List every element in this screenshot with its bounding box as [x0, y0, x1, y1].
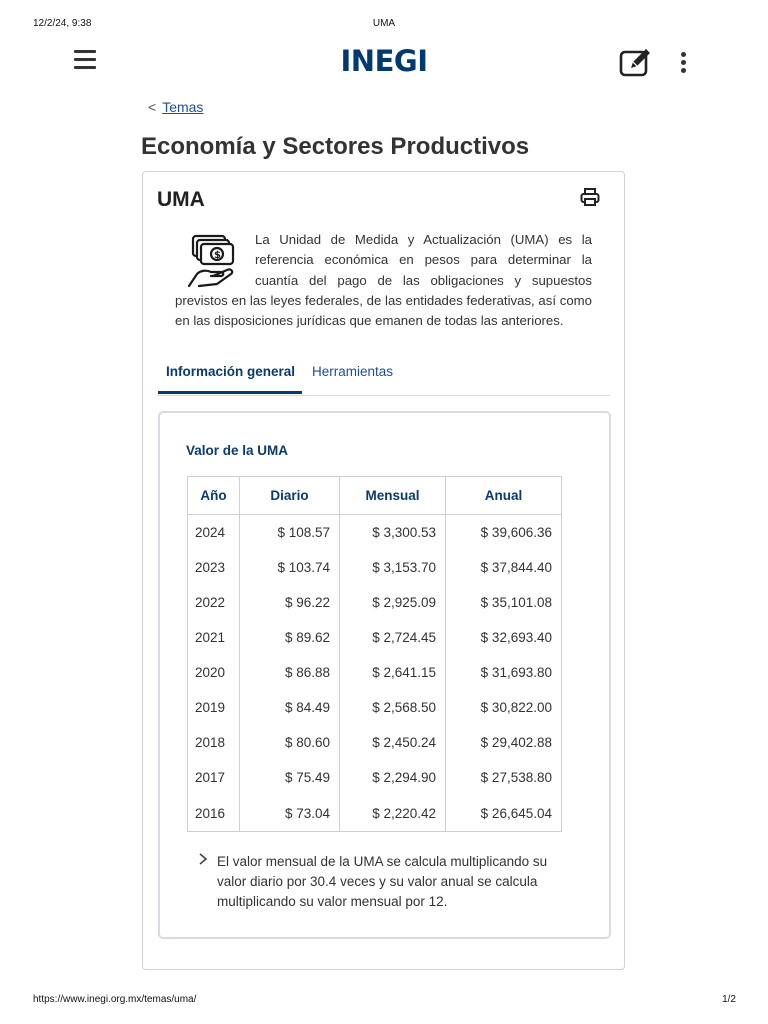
more-vertical-icon[interactable] — [678, 52, 688, 78]
cell-monthly: $ 2,925.09 — [340, 585, 446, 620]
uma-values-panel — [158, 411, 611, 939]
calculation-note[interactable] — [198, 852, 558, 912]
cell-annual: $ 26,645.04 — [446, 795, 562, 832]
panel-title: Valor de la UMA — [186, 443, 289, 458]
cell-year: 2020 — [188, 655, 240, 690]
cell-annual: $ 32,693.40 — [446, 620, 562, 655]
table-row — [188, 550, 562, 585]
cell-daily: $ 75.49 — [240, 760, 340, 795]
svg-text:$: $ — [214, 250, 221, 261]
table-row — [188, 690, 562, 725]
calculation-note-text: El valor mensual de la UMA se calcula multiplicando su valor diario por 30.4 veces y su valor anual se calcula multiplicando su valor mensual por 12. — [217, 854, 548, 909]
cell-monthly: $ 2,294.90 — [340, 760, 446, 795]
tab-informacion-general[interactable]: Información general — [166, 364, 296, 379]
active-tab-indicator — [158, 391, 302, 394]
cell-year: 2021 — [188, 620, 240, 655]
print-page-title: UMA — [372, 18, 396, 29]
cell-year: 2018 — [188, 725, 240, 760]
table-row — [188, 655, 562, 690]
uma-description-text: La Unidad de Medida y Actualización (UMA) es la referencia económica en pesos para determinar la cuantía del pago de las obligaciones y supuestos previstos en las leyes federales, de las entidades federativas, así como en las disposiciones jurídicas que emanen de todas las anteriores. — [175, 232, 592, 329]
printer-icon[interactable] — [579, 186, 601, 208]
print-page-number: 1/2 — [722, 994, 736, 1005]
breadcrumb — [148, 99, 203, 115]
column-header-year: Año — [188, 477, 240, 515]
cell-daily: $ 80.60 — [240, 725, 340, 760]
uma-description — [175, 230, 592, 331]
cell-annual: $ 39,606.36 — [446, 515, 562, 551]
cell-monthly: $ 3,153.70 — [340, 550, 446, 585]
table-header-row — [188, 477, 562, 515]
table-row — [188, 620, 562, 655]
cell-annual: $ 37,844.40 — [446, 550, 562, 585]
inegi-logo[interactable]: INEGI — [340, 44, 428, 78]
cell-year: 2019 — [188, 690, 240, 725]
breadcrumb-link-temas[interactable]: Temas — [162, 99, 204, 115]
cell-monthly: $ 2,724.45 — [340, 620, 446, 655]
edit-icon[interactable] — [618, 46, 654, 80]
table-row — [188, 725, 562, 760]
cell-year: 2024 — [188, 515, 240, 551]
uma-card — [142, 171, 625, 970]
cell-monthly: $ 3,300.53 — [340, 515, 446, 551]
money-hand-icon — [183, 230, 241, 290]
print-url: https://www.inegi.org.mx/temas/uma/ — [33, 994, 197, 1005]
cell-monthly: $ 2,641.15 — [340, 655, 446, 690]
cell-monthly: $ 2,220.42 — [340, 795, 446, 832]
column-header-monthly: Mensual — [340, 477, 446, 515]
cell-year: 2017 — [188, 760, 240, 795]
cell-annual: $ 31,693.80 — [446, 655, 562, 690]
page-title: Economía y Sectores Productivos — [141, 133, 530, 160]
cell-daily: $ 73.04 — [240, 795, 340, 832]
column-header-annual: Anual — [446, 477, 562, 515]
uma-values-table — [187, 476, 562, 832]
cell-annual: $ 27,538.80 — [446, 760, 562, 795]
cell-annual: $ 30,822.00 — [446, 690, 562, 725]
cell-daily: $ 96.22 — [240, 585, 340, 620]
cell-annual: $ 29,402.88 — [446, 725, 562, 760]
print-datetime: 12/2/24, 9:38 — [33, 18, 92, 29]
table-row — [188, 760, 562, 795]
cell-monthly: $ 2,450.24 — [340, 725, 446, 760]
tab-bar — [158, 356, 610, 396]
top-navigation-bar — [0, 40, 768, 86]
cell-year: 2023 — [188, 550, 240, 585]
card-title: UMA — [157, 188, 205, 211]
cell-daily: $ 108.57 — [240, 515, 340, 551]
tab-herramientas[interactable]: Herramientas — [312, 364, 394, 379]
table-row — [188, 795, 562, 832]
table-row — [188, 515, 562, 551]
table-row — [188, 585, 562, 620]
breadcrumb-separator: < — [148, 99, 157, 115]
cell-daily: $ 84.49 — [240, 690, 340, 725]
column-header-daily: Diario — [240, 477, 340, 515]
chevron-right-icon — [198, 852, 208, 872]
cell-monthly: $ 2,568.50 — [340, 690, 446, 725]
cell-year: 2022 — [188, 585, 240, 620]
cell-daily: $ 89.62 — [240, 620, 340, 655]
cell-annual: $ 35,101.08 — [446, 585, 562, 620]
cell-year: 2016 — [188, 795, 240, 832]
cell-daily: $ 86.88 — [240, 655, 340, 690]
cell-daily: $ 103.74 — [240, 550, 340, 585]
